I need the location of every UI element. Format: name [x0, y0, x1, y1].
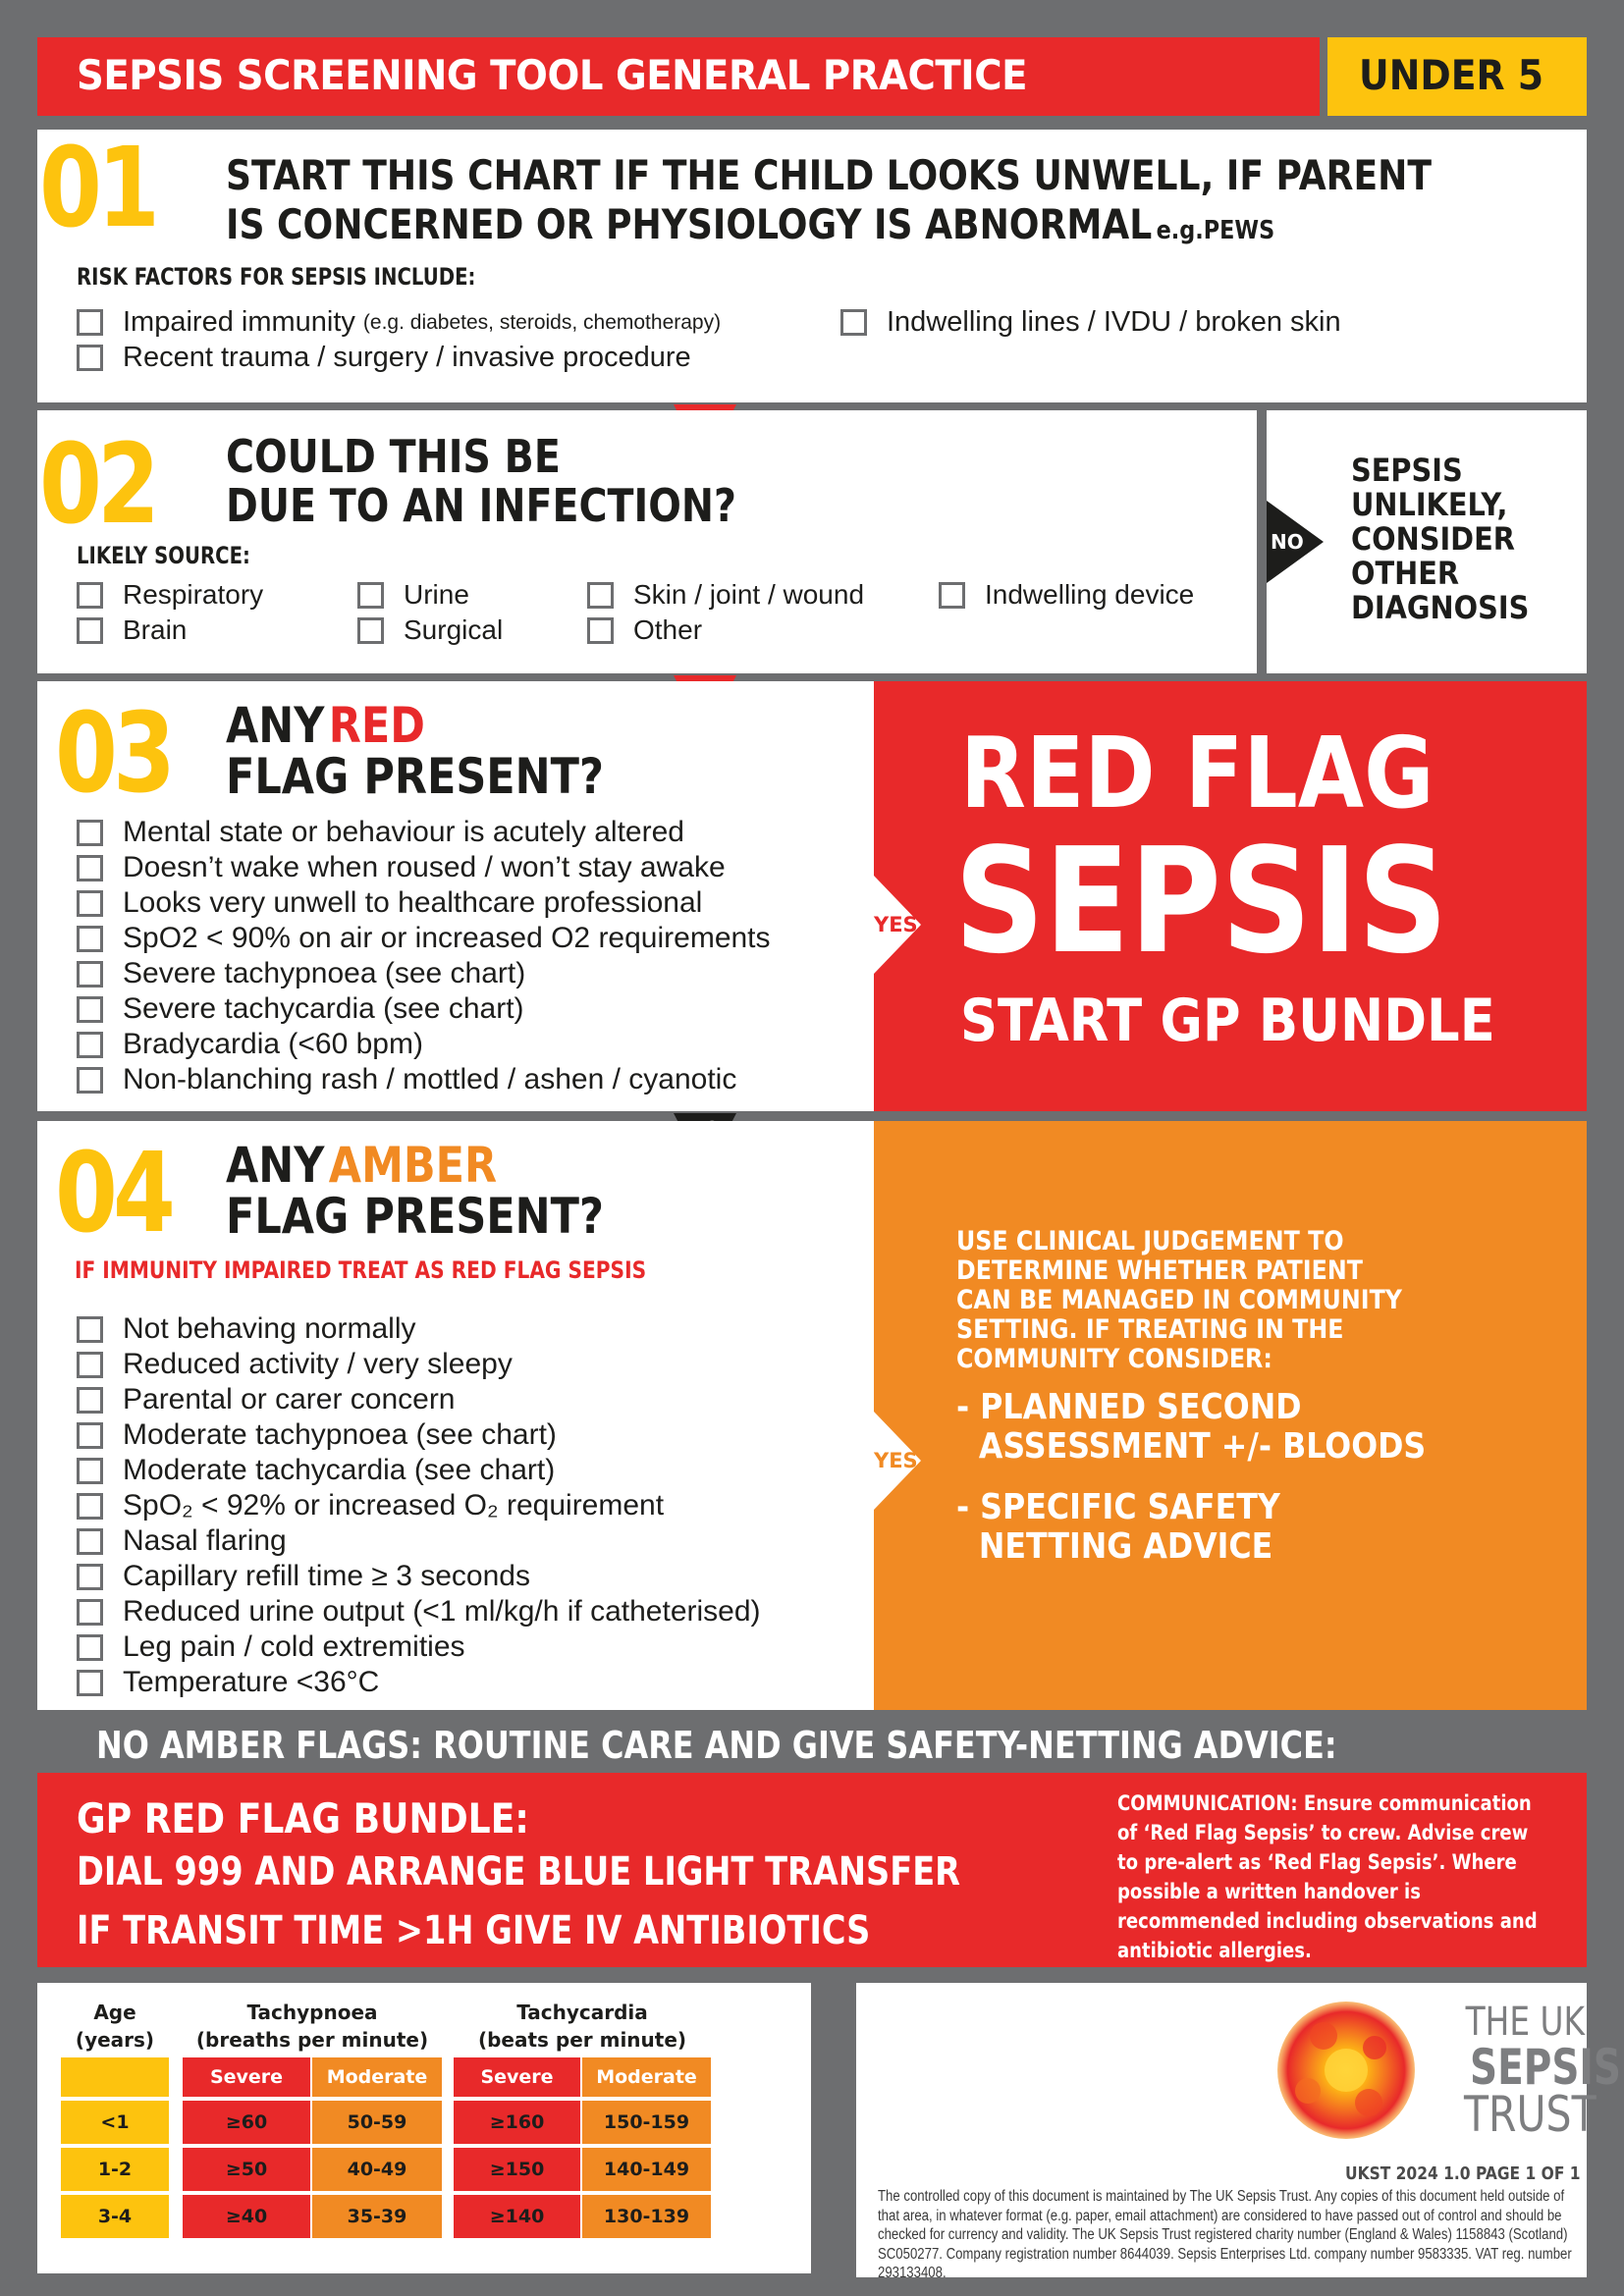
document-version: UKST 2024 1.0 PAGE 1 OF 1: [1345, 2163, 1581, 2184]
outcome-line: UNLIKELY,: [1351, 486, 1508, 523]
risk-factor-item[interactable]: [840, 306, 1341, 339]
step-01-panel: [37, 125, 1587, 402]
bullet-line: ASSESSMENT +/- BLOODS: [978, 1426, 1427, 1467]
red-flag-label: Non-blanching rash / mottled / ashen / cyanotic: [123, 1063, 737, 1095]
sepsis-heading: SEPSIS: [954, 817, 1448, 986]
footer-panel: [856, 1983, 1622, 2281]
red-flag-item[interactable]: [77, 1027, 771, 1062]
risk-factor-label: Recent trauma / surgery / invasive procedure: [123, 342, 691, 373]
risk-factor-item[interactable]: [77, 342, 691, 374]
amber-flag-label: Not behaving normally: [123, 1312, 416, 1345]
bullet-line: - PLANNED SECOND: [956, 1387, 1302, 1427]
amber-outcome-panel: [874, 1121, 1587, 1710]
checkbox[interactable]: [939, 582, 965, 609]
source-label: Brain: [123, 614, 188, 645]
red-flag-label: Severe tachypnoea (see chart): [123, 957, 526, 989]
checkbox[interactable]: [77, 1599, 103, 1626]
red-flag-label: Bradycardia (<60 bpm): [123, 1028, 423, 1060]
red-flag-sepsis-panel: [874, 681, 1587, 1111]
communication-label: COMMUNICATION:: [1117, 1791, 1298, 1815]
red-flag-label: Mental state or behaviour is acutely altered: [123, 816, 684, 848]
step-02-panel: [37, 410, 1257, 673]
checkbox[interactable]: [77, 1564, 103, 1590]
checkbox[interactable]: [357, 582, 384, 609]
bullet-line: - SPECIFIC SAFETY: [956, 1487, 1280, 1527]
source-skin-joint-wound[interactable]: [587, 579, 864, 611]
risk-factors-heading: RISK FACTORS FOR SEPSIS INCLUDE:: [77, 263, 476, 291]
red-flag-label: Looks very unwell to healthcare professional: [123, 886, 703, 919]
vitals-chart-panel: [37, 1983, 811, 2273]
tachycardia-severe-header: Severe: [454, 2057, 580, 2097]
age-header: [61, 1999, 169, 2054]
red-flag-label: Severe tachycardia (see chart): [123, 992, 524, 1025]
checkbox[interactable]: [587, 582, 614, 609]
header-line: Tachypnoea: [246, 2001, 378, 2024]
amber-flag-item[interactable]: [77, 1382, 761, 1417]
tachypnoea-severe-header: Severe: [183, 2057, 310, 2097]
checkbox[interactable]: [77, 1387, 103, 1414]
amber-flag-label: Parental or carer concern: [123, 1383, 456, 1415]
checkbox[interactable]: [77, 582, 103, 609]
amber-flag-item[interactable]: [77, 1311, 761, 1347]
source-label: Urine: [404, 579, 469, 610]
header-line: Age: [93, 2001, 136, 2024]
source-brain[interactable]: [77, 614, 187, 646]
step-01-title-suffix: e.g.PEWS: [1156, 216, 1275, 245]
amber-flag-item[interactable]: [77, 1665, 761, 1700]
step-04-title-line2: FLAG PRESENT?: [226, 1188, 604, 1245]
red-flag-item[interactable]: [77, 1062, 771, 1097]
amber-flag-item[interactable]: [77, 1523, 761, 1559]
red-flag-item[interactable]: [77, 815, 771, 850]
step-04-title-amber: AMBER: [328, 1137, 498, 1194]
checkbox[interactable]: [77, 345, 103, 371]
tachypnoea-severe-cell: ≥60: [183, 2101, 310, 2144]
checkbox[interactable]: [357, 617, 384, 644]
checkbox[interactable]: [587, 617, 614, 644]
tachypnoea-moderate-cell: 50-59: [312, 2101, 442, 2144]
safety-netting-advice: [956, 1488, 1280, 1567]
checkbox[interactable]: [77, 1458, 103, 1484]
tachycardia-moderate-header: Moderate: [582, 2057, 711, 2097]
yes-label: YES: [874, 1449, 918, 1472]
tachypnoea-moderate-cell: 40-49: [312, 2148, 442, 2191]
tachypnoea-moderate-header: Moderate: [312, 2057, 442, 2097]
gp-red-flag-bundle-panel: [37, 1773, 1587, 1967]
page-title: SEPSIS SCREENING TOOL GENERAL PRACTICE: [77, 51, 1028, 99]
outcome-line: CONSIDER: [1351, 520, 1515, 558]
sepsis-unlikely-text: [1351, 454, 1529, 625]
checkbox[interactable]: [77, 1352, 103, 1378]
checkbox[interactable]: [77, 890, 103, 917]
amber-flag-item[interactable]: [77, 1453, 761, 1488]
header-line: (beats per minute): [477, 2028, 687, 2052]
bundle-dial-999: DIAL 999 AND ARRANGE BLUE LIGHT TRANSFER: [77, 1849, 961, 1895]
step-01-title-line1: START THIS CHART IF THE CHILD LOOKS UNWELL, IF PARENT: [226, 151, 1433, 199]
red-flag-label: Doesn’t wake when roused / won’t stay awake: [123, 851, 726, 883]
amber-flag-label: SpO₂ < 92% or increased O₂ requirement: [123, 1489, 665, 1522]
risk-factor-item[interactable]: [77, 306, 721, 339]
source-label: Skin / joint / wound: [633, 579, 865, 610]
age-badge: [1327, 37, 1587, 116]
outcome-line: OTHER: [1351, 555, 1460, 592]
likely-source-heading: LIKELY SOURCE:: [77, 542, 250, 569]
clinical-judgement-text: USE CLINICAL JUDGEMENT TO DETERMINE WHETHER PATIENT CAN BE MANAGED IN COMMUNITY SETTING. IF TREATING IN THE COMMUNITY CONSIDER:: [956, 1226, 1402, 1374]
no-amber-flags-banner: NO AMBER FLAGS: ROUTINE CARE AND GIVE SAFETY-NETTING ADVICE:: [96, 1724, 1337, 1767]
step-number-02: 02: [39, 421, 155, 549]
amber-flag-label: Nasal flaring: [123, 1524, 287, 1557]
checkbox[interactable]: [77, 1032, 103, 1058]
step-number-03: 03: [55, 690, 171, 818]
tachycardia-severe-cell: ≥160: [454, 2101, 580, 2144]
amber-flag-label: Moderate tachypnoea (see chart): [123, 1418, 557, 1451]
source-label: Respiratory: [123, 579, 264, 610]
tachycardia-severe-cell: ≥140: [454, 2195, 580, 2238]
risk-factor-note: (e.g. diabetes, steroids, chemotherapy): [362, 310, 722, 334]
checkbox[interactable]: [77, 1528, 103, 1555]
header-line: (years): [75, 2028, 155, 2052]
amber-flag-label: Moderate tachycardia (see chart): [123, 1454, 556, 1486]
checkbox[interactable]: [77, 309, 103, 336]
logo-line: TRUST: [1464, 2086, 1597, 2143]
tachycardia-severe-cell: ≥150: [454, 2148, 580, 2191]
bundle-title: GP RED FLAG BUNDLE:: [77, 1794, 529, 1842]
tachycardia-moderate-cell: 150-159: [582, 2101, 711, 2144]
step-04-title-any: ANY: [226, 1137, 325, 1194]
communication-note: [1117, 1789, 1540, 1965]
age-badge-label: UNDER 5: [1359, 51, 1544, 99]
amber-flag-item[interactable]: [77, 1629, 761, 1665]
amber-flag-item[interactable]: [77, 1559, 761, 1594]
tachypnoea-severe-cell: ≥50: [183, 2148, 310, 2191]
bundle-iv-antibiotics: IF TRANSIT TIME >1H GIVE IV ANTIBIOTICS: [77, 1908, 871, 1953]
source-label: Surgical: [404, 614, 504, 645]
red-flag-heading: RED FLAG: [960, 716, 1435, 830]
tachycardia-header: [454, 1999, 711, 2054]
sepsis-trust-logo-icon: [1272, 1997, 1420, 2144]
source-indwelling-device[interactable]: [939, 579, 1194, 611]
checkbox[interactable]: [77, 1670, 103, 1696]
age-subheader-cell: [61, 2057, 169, 2097]
tachypnoea-header: [183, 1999, 442, 2054]
step-03-title-line2: FLAG PRESENT?: [226, 748, 604, 805]
amber-flag-label: Reduced urine output (<1 ml/kg/h if catheterised): [123, 1595, 761, 1628]
source-urine[interactable]: [357, 579, 469, 611]
amber-flag-label: Capillary refill time ≥ 3 seconds: [123, 1560, 530, 1592]
yes-label: YES: [874, 913, 918, 936]
amber-flag-item[interactable]: [77, 1488, 761, 1523]
red-flag-item[interactable]: [77, 885, 771, 921]
step-02-title-line1: COULD THIS BE: [226, 430, 561, 483]
bullet-line: NETTING ADVICE: [978, 1526, 1273, 1567]
tachypnoea-moderate-cell: 35-39: [312, 2195, 442, 2238]
sepsis-unlikely-panel: [1267, 410, 1587, 673]
red-flag-item[interactable]: [77, 921, 771, 956]
header-line: Tachycardia: [516, 2001, 648, 2024]
planned-second-assessment: [956, 1388, 1426, 1467]
communication-text: Ensure communication of ‘Red Flag Sepsis’ to crew. Advise crew to pre-alert as ‘Red Flag Sepsis’. Where possible a written handover is recommended including observations and antibiotic allergies.: [1117, 1791, 1538, 1962]
red-flag-item[interactable]: [77, 850, 771, 885]
disclaimer-text: The controlled copy of this document is maintained by The UK Sepsis Trust. Any copies of this document held outside of that area, in whatever format (e.g. paper, email attachment) are considered to have passed out of control and should be checked for currency and validity. The UK Sepsis Trust registered charity number (England & Wales) 1158843 (Scotland) SC050277. Company registration number 8644039. Sepsis Enterprises Ltd. company number 9583335. VAT reg. number 293133408.: [878, 2188, 1572, 2281]
logo-line: SEPSIS: [1470, 2039, 1622, 2096]
checkbox[interactable]: [77, 1634, 103, 1661]
outcome-line: DIAGNOSIS: [1351, 589, 1530, 626]
header-line: (breaths per minute): [195, 2028, 429, 2052]
step-01-title-line2: IS CONCERNED OR PHYSIOLOGY IS ABNORMAL: [226, 200, 1153, 248]
header-banner: [37, 37, 1320, 116]
sepsis-trust-wordmark: [1437, 2000, 1622, 2143]
age-cell: 1-2: [61, 2148, 169, 2191]
step-03-title-red: RED: [328, 697, 425, 754]
no-label: NO: [1271, 530, 1304, 554]
checkbox[interactable]: [77, 961, 103, 988]
amber-flag-label: Reduced activity / very sleepy: [123, 1348, 513, 1380]
checkbox[interactable]: [77, 855, 103, 881]
source-surgical[interactable]: [357, 614, 503, 646]
step-03-title-any: ANY: [226, 697, 325, 754]
source-label: Other: [633, 614, 703, 645]
step-04-panel: [37, 1121, 874, 1710]
red-flag-item[interactable]: [77, 991, 771, 1027]
checkbox[interactable]: [77, 1422, 103, 1449]
age-cell: <1: [61, 2101, 169, 2144]
source-respiratory[interactable]: [77, 579, 263, 611]
red-flag-label: SpO2 < 90% on air or increased O2 requirements: [123, 922, 771, 954]
step-02-title-line2: DUE TO AN INFECTION?: [226, 479, 736, 532]
source-label: Indwelling device: [985, 579, 1195, 610]
tachycardia-moderate-cell: 140-149: [582, 2148, 711, 2191]
amber-flag-item[interactable]: [77, 1417, 761, 1453]
risk-factor-label: Indwelling lines / IVDU / broken skin: [887, 306, 1341, 338]
checkbox[interactable]: [77, 820, 103, 846]
red-flag-item[interactable]: [77, 956, 771, 991]
tachypnoea-severe-cell: ≥40: [183, 2195, 310, 2238]
checkbox[interactable]: [77, 1316, 103, 1343]
step-03-panel: [37, 681, 874, 1111]
amber-flag-item[interactable]: [77, 1594, 761, 1629]
step-number-01: 01: [39, 125, 155, 252]
logo-line: THE UK: [1465, 2000, 1585, 2045]
risk-factor-label: Impaired immunity: [123, 306, 355, 338]
step-number-04: 04: [55, 1130, 171, 1257]
immunity-warning: IF IMMUNITY IMPAIRED TREAT AS RED FLAG SEPSIS: [75, 1256, 647, 1284]
source-other[interactable]: [587, 614, 702, 646]
checkbox[interactable]: [77, 617, 103, 644]
checkbox[interactable]: [77, 926, 103, 952]
start-gp-bundle: START GP BUNDLE: [960, 987, 1495, 1055]
checkbox[interactable]: [77, 1493, 103, 1520]
amber-flag-label: Temperature <36°C: [123, 1666, 380, 1698]
checkbox[interactable]: [840, 309, 867, 336]
checkbox[interactable]: [77, 1067, 103, 1094]
checkbox[interactable]: [77, 996, 103, 1023]
amber-flag-label: Leg pain / cold extremities: [123, 1630, 465, 1663]
amber-flag-list: [77, 1311, 761, 1700]
tachycardia-moderate-cell: 130-139: [582, 2195, 711, 2238]
age-cell: 3-4: [61, 2195, 169, 2238]
outcome-line: SEPSIS: [1351, 452, 1463, 489]
red-flag-list: [77, 815, 771, 1097]
amber-flag-item[interactable]: [77, 1347, 761, 1382]
